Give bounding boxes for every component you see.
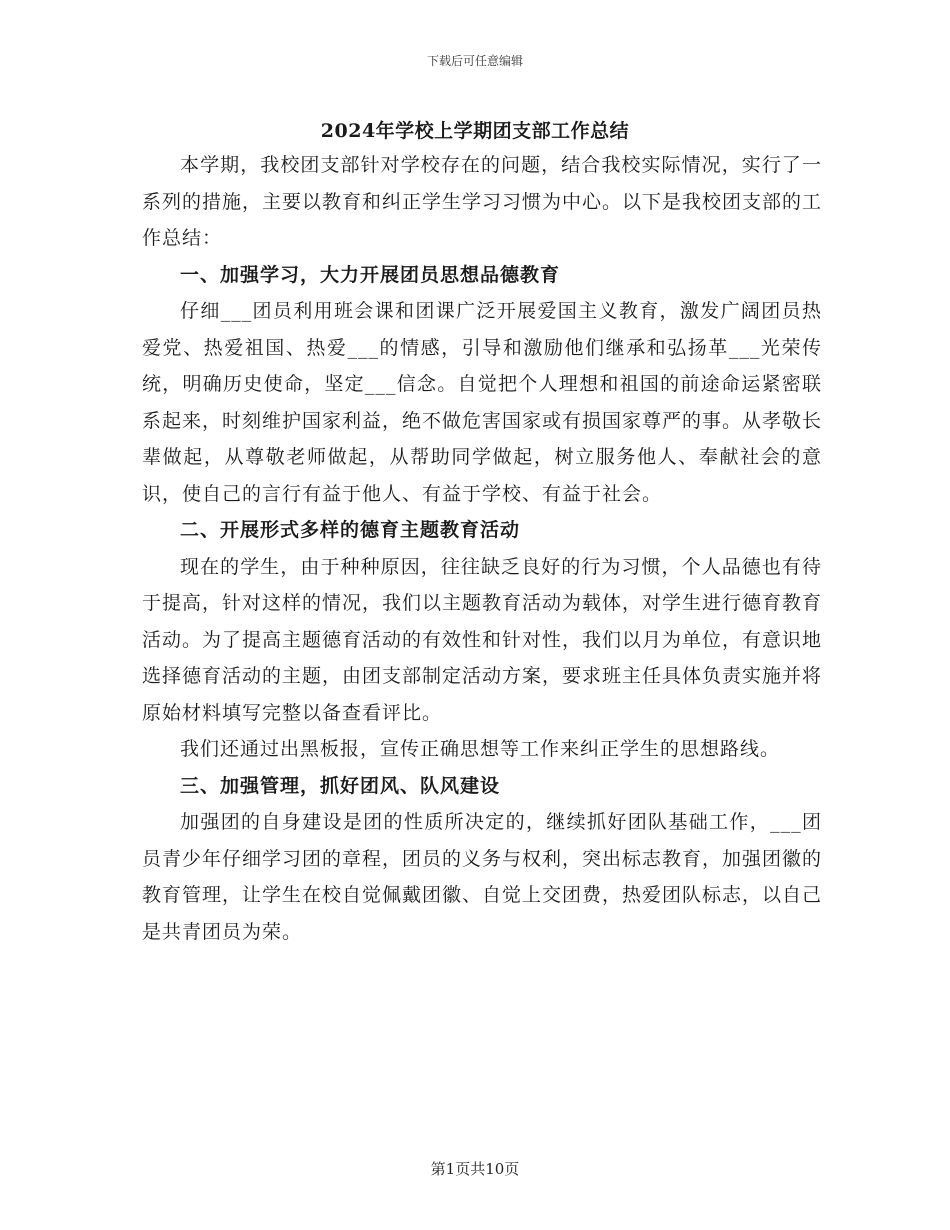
section-2-heading: 二、开展形式多样的德育主题教育活动 [180,519,521,541]
section-3-heading: 三、加强管理，抓好团风、队风建设 [180,774,501,797]
document-title: 2024年学校上学期团支部工作总结 [320,120,630,142]
section-1-paragraph-1: 仔细___团员利用班会课和团课广泛开展爱国主义教育，激发广阔团员热爱党、热爱祖国、热爱___的情感，引导和激励他们继承和弘扬革___光荣传统，明确历史使命，坚定___信念。自觉把个人理想和祖国的前途命运紧密联系起来，时刻维护国家利益，绝不做危害国家或有损国家尊严的事。从孝敬长辈做起，从尊敬老师做起，从帮助同学做起，树立服务他人、奉献社会的意识，使自己的言行有益于他人、有益于学校、有益于社会。 [142,300,823,505]
section-2-paragraph-2: 我们还通过出黑板报，宣传正确思想等工作来纠正学生的思想路线。 [180,738,781,760]
intro-paragraph: 本学期，我校团支部针对学校存在的问题，结合我校实际情况，实行了一系列的措施，主要以教育和纠正学生学习习惯为中心。以下是我校团支部的工作总结： [142,154,823,249]
section-1-heading: 一、加强学习，大力开展团员思想品德教育 [180,263,561,286]
page-header-note: 下载后可任意编辑 [426,54,523,68]
section-2-paragraph-1: 现在的学生，由于种种原因，往往缺乏良好的行为习惯，个人品德也有待于提高，针对这样的情况，我们以主题教育活动为载体，对学生进行德育教育活动。为了提高主题德育活动的有效性和针对性，我们以月为单位，有意识地选择德育活动的主题，由团支部制定活动方案，要求班主任具体负责实施并将原始材料填写完整以备查看评比。 [142,555,823,724]
document-body [142,147,822,950]
page-number: 第1页共10页 [430,1160,520,1178]
section-3-paragraph-1: 加强团的自身建设是团的性质所决定的，继续抓好团队基础工作，___团员青少年仔细学习团的章程，团员的义务与权利，突出标志教育，加强团徽的教育管理，让学生在校自觉佩戴团徽、自觉上交团费，热爱团队标志，以自己是共青团员为荣。 [142,811,823,943]
